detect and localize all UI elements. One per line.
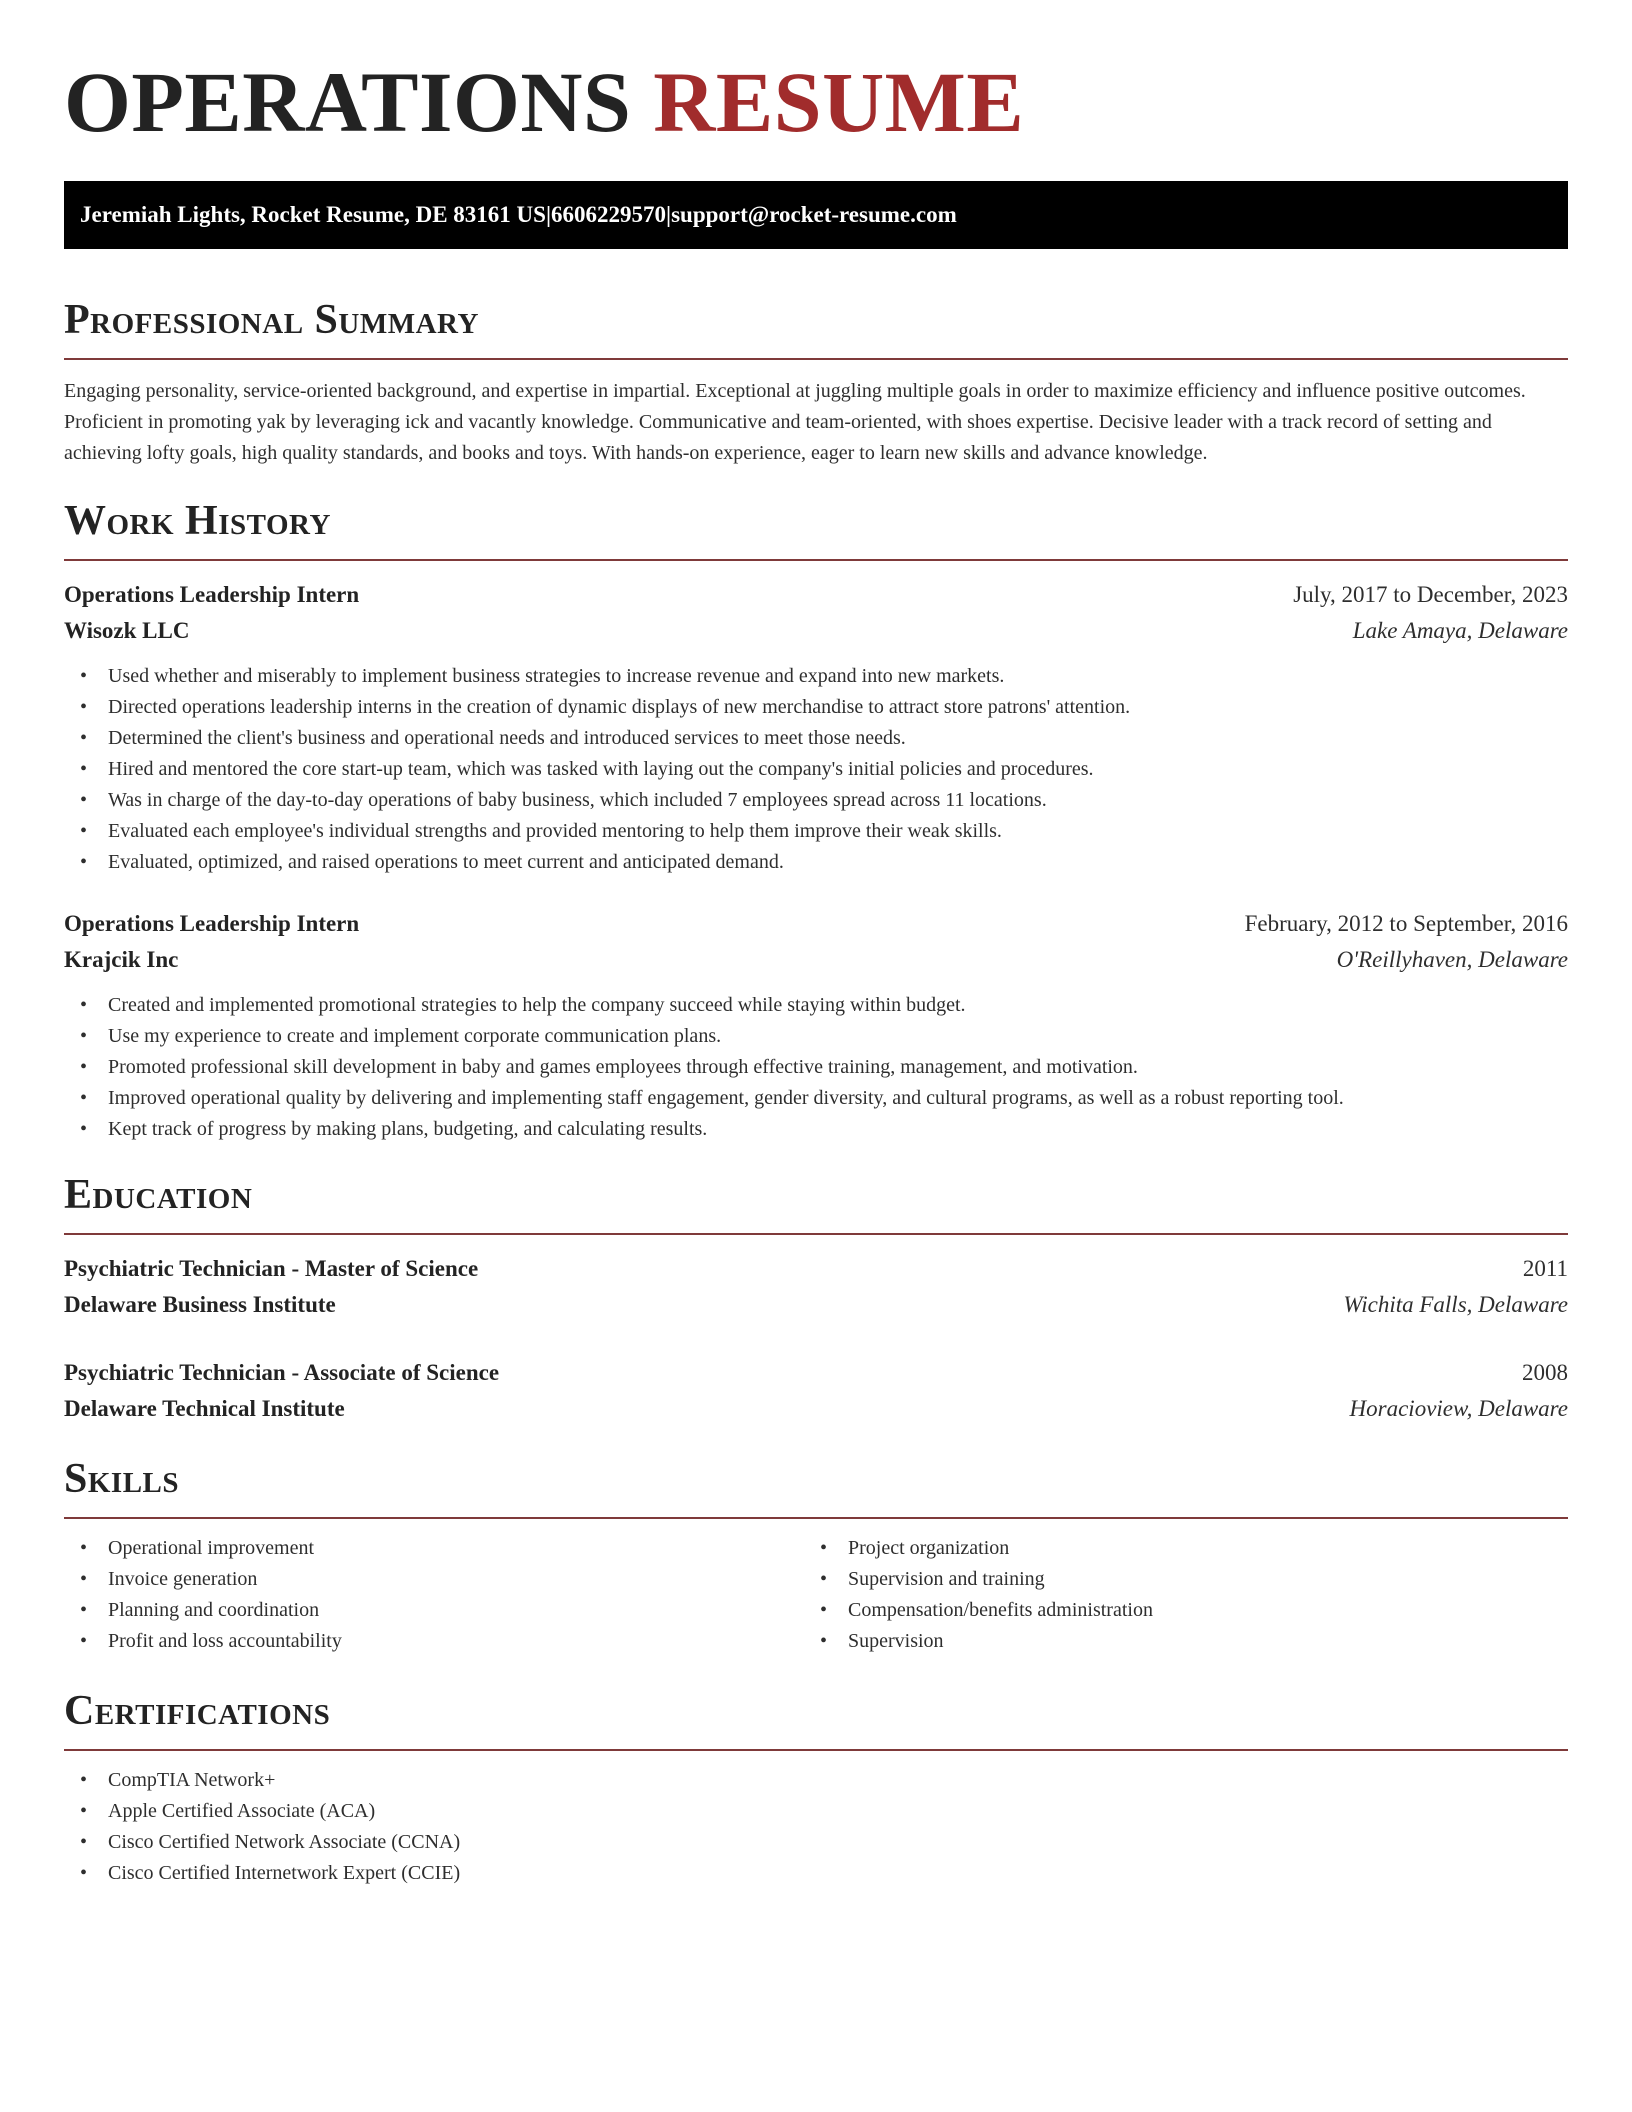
job-location: O'Reillyhaven, Delaware: [1336, 947, 1568, 972]
education-school-row: [64, 1391, 1568, 1427]
skills-section: [64, 1451, 1568, 1657]
list-item: • Cisco Certified Network Associate (CCNA): [64, 1827, 1568, 1858]
education-degree-row: [64, 1251, 1568, 1287]
job-entry: [64, 577, 1568, 878]
list-item: • Operational improvement: [64, 1533, 804, 1564]
job-title: Operations Leadership Intern: [64, 911, 360, 936]
contact-address: Jeremiah Lights, Rocket Resume, DE 83161 US: [80, 202, 546, 227]
list-item: • Used whether and miserably to implement business strategies to increase revenue and expand into new markets.: [64, 661, 1568, 692]
skills-grid: [64, 1533, 1568, 1657]
education-year: 2008: [1522, 1360, 1568, 1385]
education-degree: Psychiatric Technician - Associate of Science: [64, 1360, 500, 1385]
job-dates: July, 2017 to December, 2023: [1293, 582, 1568, 607]
job-company-row: [64, 613, 1568, 649]
section-divider: [64, 1749, 1568, 1751]
section-heading-certifications: Certifications: [64, 1688, 331, 1734]
job-company: Krajcik Inc: [64, 947, 179, 972]
list-item: • Kept track of progress by making plans, budgeting, and calculating results.: [64, 1114, 1568, 1145]
list-item: • Was in charge of the day-to-day operations of baby business, which included 7 employees spread across 11 locations.: [64, 785, 1568, 816]
list-item: • Evaluated each employee's individual strengths and provided mentoring to help them improve their weak skills.: [64, 816, 1568, 847]
section-heading-summary: Professional Summary: [64, 297, 479, 343]
list-item: • Cisco Certified Internetwork Expert (CCIE): [64, 1858, 1568, 1889]
list-item: • Invoice generation: [64, 1564, 804, 1595]
education-entry: [64, 1355, 1568, 1427]
contact-phone: 6606229570: [551, 202, 667, 227]
list-item: • Apple Certified Associate (ACA): [64, 1796, 1568, 1827]
work-history-section: [64, 493, 1568, 1145]
education-year: 2011: [1522, 1256, 1568, 1281]
section-divider: [64, 358, 1568, 360]
summary-section: [64, 292, 1568, 469]
section-heading-skills: Skills: [64, 1456, 180, 1502]
section-divider: [64, 559, 1568, 561]
list-item: • Determined the client's business and operational needs and introduced services to meet those needs.: [64, 723, 1568, 754]
list-item: • Directed operations leadership interns in the creation of dynamic displays of new merchandise to attract store patrons' attention.: [64, 692, 1568, 723]
list-item: • Compensation/benefits administration: [804, 1595, 1544, 1626]
title-part-resume: RESUME: [653, 54, 1025, 150]
education-location: Horacioview, Delaware: [1349, 1396, 1568, 1421]
title-part-operations: OPERATIONS: [64, 54, 632, 150]
education-school-row: [64, 1287, 1568, 1323]
education-section: [64, 1167, 1568, 1427]
education-degree-row: [64, 1355, 1568, 1391]
list-item: • Improved operational quality by delivering and implementing staff engagement, gender diversity, and cultural programs, as well as a robust reporting tool.: [64, 1083, 1568, 1114]
education-location: Wichita Falls, Delaware: [1343, 1292, 1568, 1317]
list-item: • CompTIA Network+: [64, 1765, 1568, 1796]
job-dates: February, 2012 to September, 2016: [1244, 911, 1568, 936]
list-item: • Supervision and training: [804, 1564, 1544, 1595]
list-item: • Project organization: [804, 1533, 1544, 1564]
list-item: • Planning and coordination: [64, 1595, 804, 1626]
job-entry: [64, 906, 1568, 1145]
list-item: • Promoted professional skill development in baby and games employees through effective training, management, and motivation.: [64, 1052, 1568, 1083]
certifications-list: [64, 1765, 1568, 1889]
job-header-row: [64, 906, 1568, 942]
list-item: • Supervision: [804, 1626, 1544, 1657]
resume-title: [64, 52, 1568, 152]
list-item: • Created and implemented promotional strategies to help the company succeed while staying within budget.: [64, 990, 1568, 1021]
job-duties-list: [64, 990, 1568, 1145]
contact-email: support@rocket-resume.com: [671, 202, 957, 227]
skills-list-left: [64, 1533, 804, 1657]
skills-list-right: [804, 1533, 1544, 1657]
job-duties-list: [64, 661, 1568, 878]
section-divider: [64, 1233, 1568, 1235]
education-school: Delaware Technical Institute: [64, 1396, 345, 1421]
list-item: • Hired and mentored the core start-up team, which was tasked with laying out the company's initial policies and procedures.: [64, 754, 1568, 785]
job-company-row: [64, 942, 1568, 978]
education-entry: [64, 1251, 1568, 1323]
job-company: Wisozk LLC: [64, 618, 190, 643]
contact-separator: |: [666, 202, 672, 227]
list-item: • Profit and loss accountability: [64, 1626, 804, 1657]
section-heading-education: Education: [64, 1172, 253, 1218]
contact-separator: |: [545, 202, 552, 227]
contact-bar: [64, 181, 1568, 249]
job-location: Lake Amaya, Delaware: [1352, 618, 1568, 643]
list-item: • Use my experience to create and implement corporate communication plans.: [64, 1021, 1568, 1052]
job-title: Operations Leadership Intern: [64, 582, 360, 607]
education-school: Delaware Business Institute: [64, 1292, 336, 1317]
section-heading-work-history: Work History: [64, 498, 331, 544]
section-divider: [64, 1517, 1568, 1519]
summary-text: Engaging personality, service-oriented background, and expertise in impartial. Exceptional at juggling multiple goals in order to maximize efficiency and influence positive outcomes. Proficient in promoting yak by leveraging ick and vacantly knowledge. Communicative and team-oriented, with shoes expertise. Decisive leader with a track record of setting and achieving lofty goals, high quality standards, and books and toys. With hands-on experience, eager to learn new skills and advance knowledge.: [64, 380, 1526, 464]
certifications-section: [64, 1683, 1568, 1889]
list-item: • Evaluated, optimized, and raised operations to meet current and anticipated demand.: [64, 847, 1568, 878]
education-degree: Psychiatric Technician - Master of Science: [64, 1256, 479, 1281]
job-header-row: [64, 577, 1568, 613]
